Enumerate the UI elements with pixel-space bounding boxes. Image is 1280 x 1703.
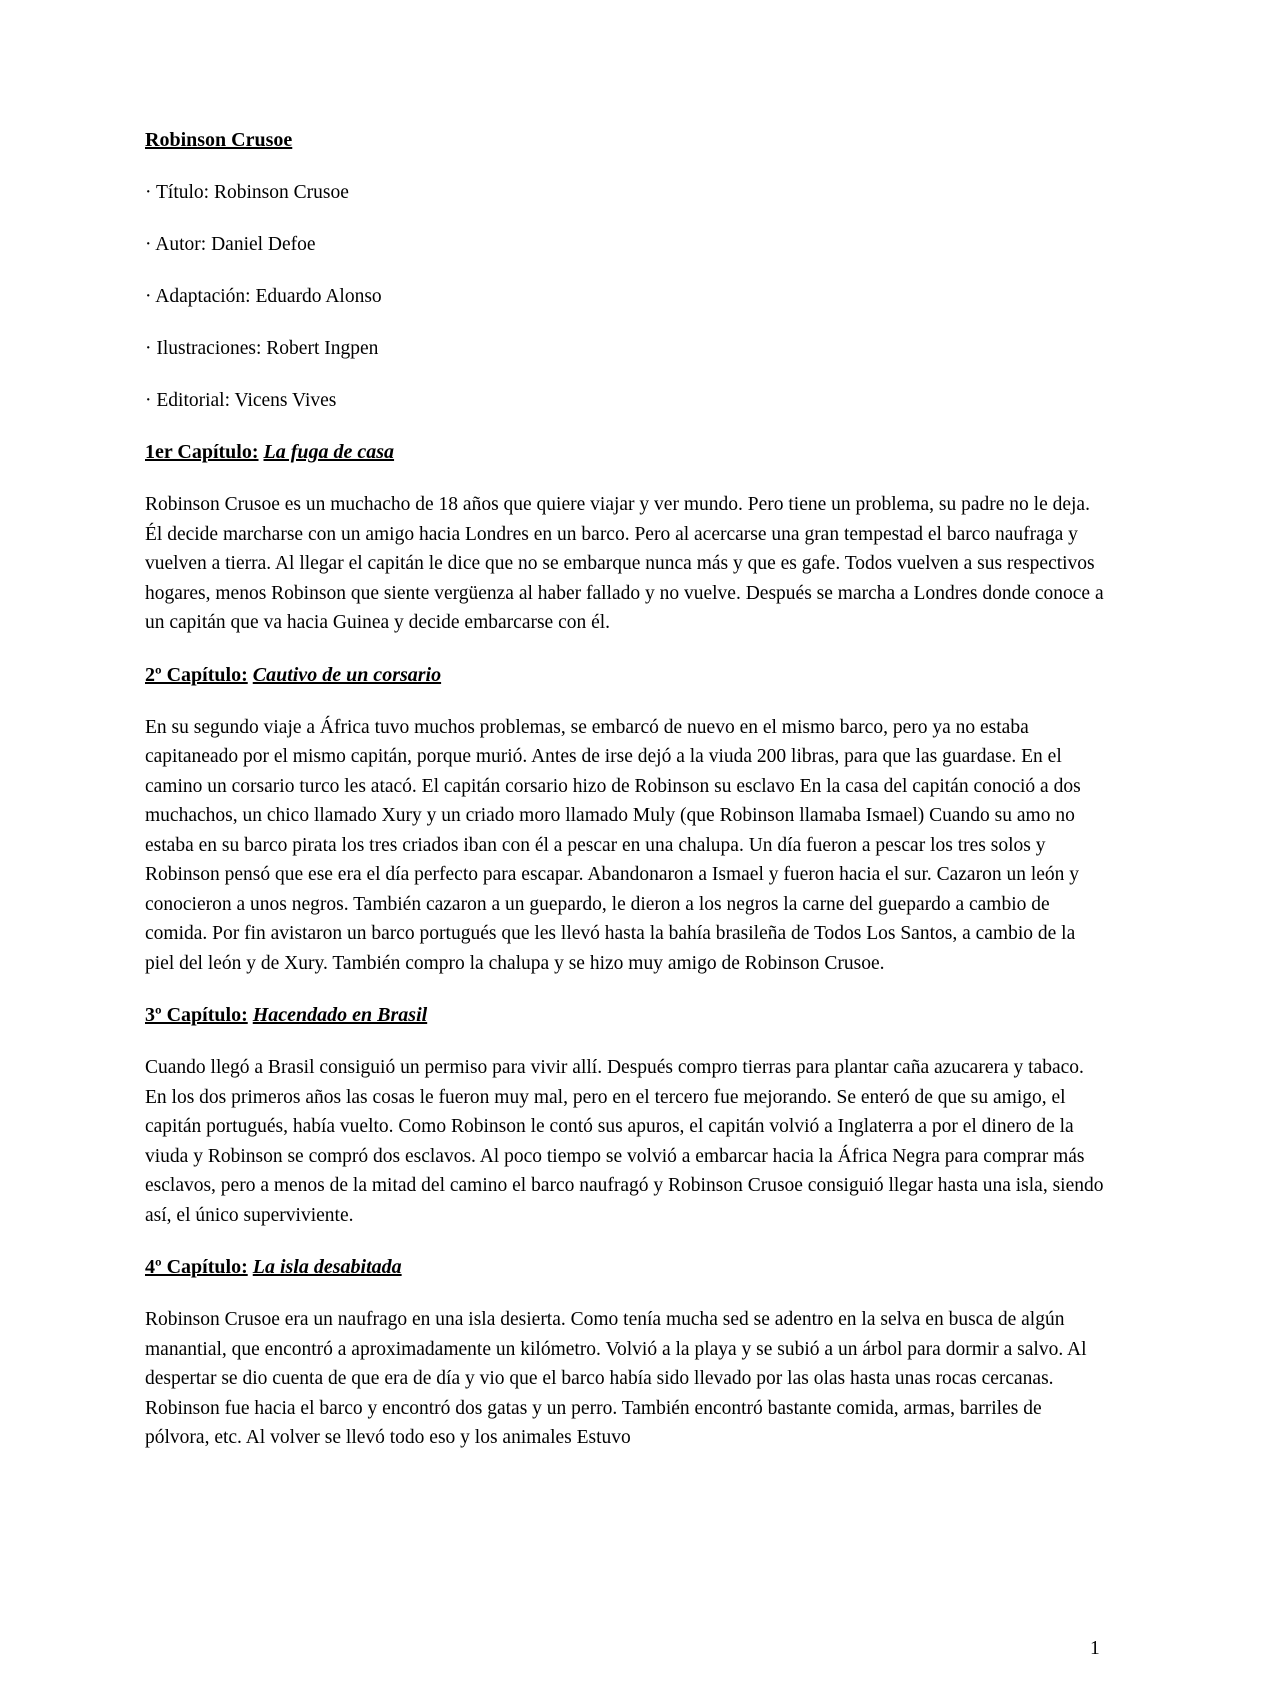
chapter-4-title: La isla desabitada — [252, 1256, 402, 1278]
chapter-4-label: 4º Capítulo: — [145, 1256, 248, 1278]
page-content — [145, 126, 1107, 1476]
chapter-4-summary: Robinson Crusoe era un naufrago en una isla desierta. Como tenía mucha sed se adentro en la selva en busca de algún manantial, que encontró a aproximadamente un kilómetro. Volvió a la playa y se subió a un árbol para dormir a salvo. Al despertar se dio cuenta de que era de día y vio que el barco había sido llevado por las olas hasta unas rocas cercanas. Robinson fue hacia el barco y encontró dos gatas y un perro. También encontró bastante comida, armas, barriles de pólvora, etc. Al volver se llevó todo eso y los animales Estuvo — [145, 1309, 1087, 1448]
chapter-1-label: 1er Capítulo: — [145, 441, 259, 463]
chapter-4-heading — [145, 1253, 1107, 1282]
meta-autor: · Autor: Daniel Defoe — [145, 234, 316, 255]
meta-titulo: · Título: Robinson Crusoe — [145, 182, 349, 203]
chapter-3-heading — [145, 1001, 1107, 1030]
meta-adaptacion: · Adaptación: Eduardo Alonso — [145, 286, 382, 307]
chapter-2-heading — [145, 661, 1107, 690]
chapter-3-summary: Cuando llegó a Brasil consiguió un permiso para vivir allí. Después compro tierras para plantar caña azucarera y tabaco. En los dos primeros años las cosas le fueron muy mal, pero en el tercero fue mejorando. Se enteró de que su amigo, el capitán portugués, había vuelto. Como Robinson le contó sus apuros, el capitán volvió a Inglaterra a por el dinero de la viuda y Robinson se compró dos esclavos. Al poco tiempo se volvió a embarcar hacia la África Negra para comprar más esclavos, pero a menos de la mitad del camino el barco naufragó y Robinson Crusoe consiguió llegar hasta una isla, siendo así, el único superviviente. — [145, 1057, 1104, 1226]
chapter-1-title: La fuga de casa — [263, 441, 395, 463]
chapter-3-label: 3º Capítulo: — [145, 1004, 248, 1026]
meta-editorial: · Editorial: Vicens Vives — [145, 390, 337, 411]
page-number: 1 — [1090, 1638, 1100, 1659]
chapter-2-title: Cautivo de un corsario — [252, 663, 442, 686]
chapter-2-summary: En su segundo viaje a África tuvo muchos problemas, se embarcó de nuevo en el mismo barco, pero ya no estaba capitaneado por el mismo capitán, porque murió. Antes de irse dejó a la viuda 200 libras, para que las guardase. En el camino un corsario turco les atacó. El capitán corsario hizo de Robinson su esclavo En la casa del capitán conoció a dos muchachos, un chico llamado Xury y un criado moro llamado Muly (que Robinson llamaba Ismael) Cuando su amo no estaba en su barco pirata los tres criados iban con él a pescar en una chalupa. Un día fueron a pescar los tres solos y Robinson pensó que ese era el día perfecto para escapar. Abandonaron a Ismael y fueron hacia el sur. Cazaron un león y conocieron a unos negros. También cazaron a un guepardo, le dieron a los negros la carne del guepardo a cambio de comida. Por fin avistaron un barco portugués que les llevó hasta la bahía brasileña de Todos Los Santos, a cambio de la piel del león y de Xury. También compro la chalupa y se hizo muy amigo de Robinson Crusoe. — [145, 716, 1081, 974]
document-title: Robinson Crusoe — [145, 129, 293, 151]
chapter-3-title: Hacendado en Brasil — [252, 1004, 428, 1026]
chapter-2-label: 2º Capítulo: — [145, 663, 248, 686]
meta-ilustraciones: · Ilustraciones: Robert Ingpen — [145, 338, 379, 359]
chapter-1-heading — [145, 438, 1107, 467]
chapter-1-summary: Robinson Crusoe es un muchacho de 18 años que quiere viajar y ver mundo. Pero tiene un problema, su padre no le deja. Él decide marcharse con un amigo hacia Londres en un barco. Pero al acercarse una gran tempestad el barco naufraga y vuelven a tierra. Al llegar el capitán le dice que no se embarque nunca más y que es gafe. Todos vuelven a sus respectivos hogares, menos Robinson que siente vergüenza al haber fallado y no vuelve. Después se marcha a Londres donde conoce a un capitán que va hacia Guinea y decide embarcarse con él. — [145, 494, 1104, 633]
